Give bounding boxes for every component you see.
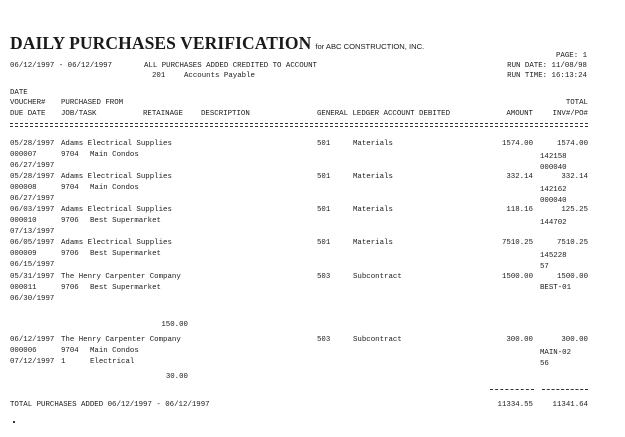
total-separator-total	[542, 389, 588, 390]
entry-2-due: 06/27/1997	[10, 195, 55, 203]
entry-5-voucher: 000011	[10, 284, 37, 292]
entry-6-task-name: Electrical	[90, 358, 135, 366]
entry-4-gl-name: Materials	[353, 239, 393, 247]
entry-3-inv: 144702	[540, 219, 567, 227]
entry-5-gl-code: 503	[317, 273, 331, 281]
entry-1-gl-code: 501	[317, 140, 331, 148]
entry-3-amount: 118.16	[506, 206, 533, 214]
header-total: TOTAL	[565, 99, 588, 107]
entry-1-amount: 1574.00	[501, 140, 533, 148]
entry-2-po: 000040	[540, 197, 567, 205]
entry-4-po: 57	[540, 263, 549, 271]
entry-4-vendor: Adams Electrical Supplies	[61, 239, 172, 247]
entry-3-gl-name: Materials	[353, 206, 393, 214]
entry-2-gl-code: 501	[317, 173, 331, 181]
header-rule-bottom	[10, 126, 588, 127]
entry-2-date: 05/28/1997	[10, 173, 55, 181]
entry-6-job: 9704	[61, 347, 79, 355]
entry-4-amount: 7510.25	[501, 239, 533, 247]
header-inv-po: INV#/PO#	[552, 110, 588, 118]
entry-2-vendor: Adams Electrical Supplies	[61, 173, 172, 181]
report-company: for ABC CONSTRUCTION, INC.	[315, 42, 425, 51]
entry-6-gl-name: Subcontract	[353, 336, 402, 344]
entry-4-gl-code: 501	[317, 239, 331, 247]
entry-4-inv: 145228	[540, 252, 567, 260]
entry-4-voucher: 000009	[10, 250, 37, 258]
entry-5-total: 1500.00	[556, 273, 588, 281]
entry-3-due: 07/13/1997	[10, 228, 55, 236]
entry-1-total: 1574.00	[556, 140, 588, 148]
entry-5-vendor: The Henry Carpenter Company	[61, 273, 181, 281]
header-voucher: VOUCHER#	[10, 99, 46, 107]
entry-3-voucher: 000010	[10, 217, 37, 225]
run-time: RUN TIME: 16:13:24	[507, 72, 587, 80]
totals-amount: 11334.55	[497, 401, 533, 409]
entry-3-date: 06/03/1997	[10, 206, 55, 214]
entry-1-po: 000040	[540, 164, 567, 172]
entry-5-job-name: Best Supermarket	[90, 284, 161, 292]
entry-3-gl-code: 501	[317, 206, 331, 214]
entry-1-date: 05/28/1997	[10, 140, 55, 148]
entry-1-voucher: 000007	[10, 151, 37, 159]
header-retainage: RETAINAGE	[143, 110, 183, 118]
entry-5-inv: BEST-01	[540, 284, 572, 292]
stray-mark	[13, 421, 15, 423]
entry-2-inv: 142162	[540, 186, 567, 194]
entry-2-gl-name: Materials	[353, 173, 393, 181]
entry-6-vendor: The Henry Carpenter Company	[61, 336, 181, 344]
entry-5-retainage: 150.00	[161, 321, 188, 329]
entry-6-job-name: Main Condos	[90, 347, 139, 355]
entry-5-amount: 1500.00	[501, 273, 533, 281]
entry-6-due: 07/12/1997	[10, 358, 55, 366]
header-date: DATE	[10, 89, 28, 97]
entry-3-job: 9706	[61, 217, 79, 225]
entry-6-gl-code: 503	[317, 336, 331, 344]
header-job-task: JOB/TASK	[61, 110, 97, 118]
entry-5-due: 06/30/1997	[10, 295, 55, 303]
entry-3-total: 125.25	[561, 206, 588, 214]
entry-3-vendor: Adams Electrical Supplies	[61, 206, 172, 214]
entry-1-job: 9704	[61, 151, 79, 159]
entry-2-job: 9704	[61, 184, 79, 192]
entry-6-amount: 300.00	[506, 336, 533, 344]
entry-5-job: 9706	[61, 284, 79, 292]
entry-6-date: 06/12/1997	[10, 336, 55, 344]
entry-6-retainage: 30.00	[165, 373, 188, 381]
entry-6-total: 300.00	[561, 336, 588, 344]
entry-6-inv: MAIN-02	[540, 349, 572, 357]
date-range: 06/12/1997 - 06/12/1997	[10, 62, 113, 70]
totals-total: 11341.64	[552, 401, 588, 409]
entry-1-job-name: Main Condos	[90, 151, 139, 159]
entry-5-date: 05/31/1997	[10, 273, 55, 281]
entry-1-gl-name: Materials	[353, 140, 393, 148]
entry-4-total: 7510.25	[556, 239, 588, 247]
entry-2-amount: 332.14	[506, 173, 533, 181]
subtitle-account-code: 201	[152, 72, 166, 80]
header-rule-top	[10, 123, 588, 124]
header-due-date: DUE DATE	[10, 110, 46, 118]
entry-6-voucher: 000006	[10, 347, 37, 355]
report-title-line	[10, 33, 424, 54]
header-gl-account: GENERAL LEDGER ACCOUNT DEBITED	[317, 110, 451, 118]
entry-5-gl-name: Subcontract	[353, 273, 402, 281]
page-number: PAGE: 1	[555, 52, 587, 60]
entry-4-job: 9706	[61, 250, 79, 258]
header-description: DESCRIPTION	[201, 110, 250, 118]
entry-4-due: 06/15/1997	[10, 261, 55, 269]
entry-1-inv: 142158	[540, 153, 567, 161]
totals-label: TOTAL PURCHASES ADDED 06/12/1997 - 06/12/1997	[10, 401, 210, 409]
entry-2-job-name: Main Condos	[90, 184, 139, 192]
header-purchased-from: PURCHASED FROM	[61, 99, 124, 107]
run-date: RUN DATE: 11/08/98	[507, 62, 587, 70]
entry-2-total: 332.14	[561, 173, 588, 181]
entry-1-due: 06/27/1997	[10, 162, 55, 170]
entry-3-job-name: Best Supermarket	[90, 217, 161, 225]
header-amount: AMOUNT	[506, 110, 533, 118]
entry-4-date: 06/05/1997	[10, 239, 55, 247]
report-title: DAILY PURCHASES VERIFICATION	[10, 33, 312, 53]
entry-6-po: 56	[540, 360, 549, 368]
total-separator-amount	[490, 389, 534, 390]
entry-1-vendor: Adams Electrical Supplies	[61, 140, 172, 148]
entry-2-voucher: 000008	[10, 184, 37, 192]
subtitle-line1: ALL PURCHASES ADDED CREDITED TO ACCOUNT	[144, 62, 317, 70]
subtitle-account-name: Accounts Payable	[184, 72, 255, 80]
entry-4-job-name: Best Supermarket	[90, 250, 161, 258]
entry-6-task: 1	[61, 358, 66, 366]
